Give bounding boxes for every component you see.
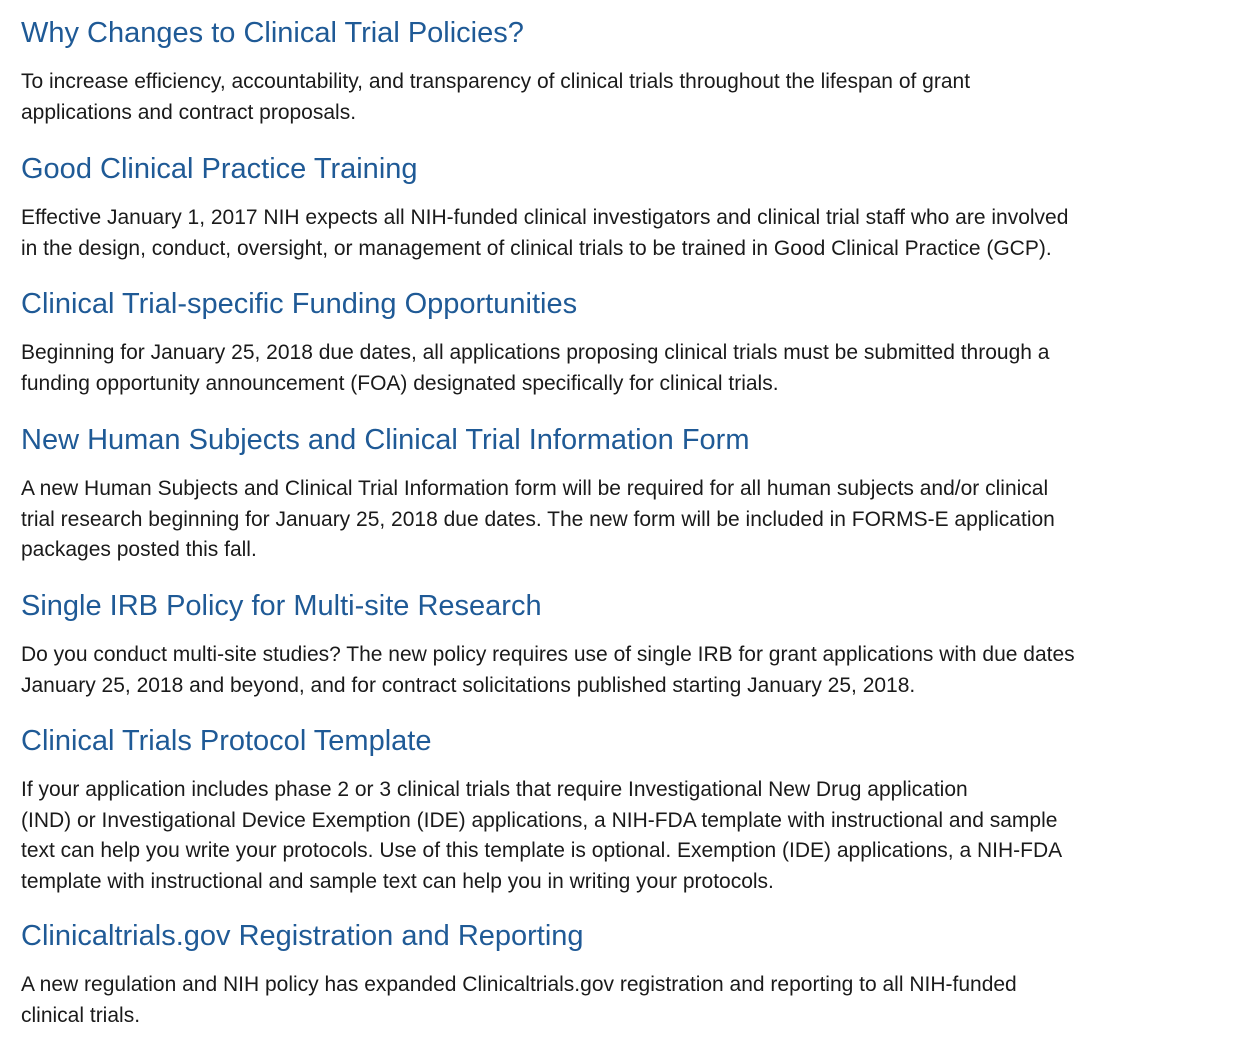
section-funding-opportunities	[21, 286, 1221, 399]
section-body: To increase efficiency, accountability, and transparency of clinical trials throughout the lifespan of grant applications and contract proposals.	[21, 70, 971, 124]
section-heading: Clinical Trial-specific Funding Opportunities	[21, 288, 578, 320]
section-single-irb	[21, 588, 1221, 701]
section-why-changes	[21, 15, 1221, 128]
section-protocol-template	[21, 723, 1221, 897]
section-body: Effective January 1, 2017 NIH expects all NIH-funded clinical investigators and clinical trial staff who are involved in the design, conduct, oversight, or management of clinical trials to be trained in Good Clinical Practice (GCP).	[21, 206, 1069, 260]
section-heading: Clinicaltrials.gov Registration and Reporting	[21, 920, 584, 952]
section-heading: New Human Subjects and Clinical Trial Information Form	[21, 424, 750, 456]
section-body: Beginning for January 25, 2018 due dates, all applications proposing clinical trials must be submitted through a funding opportunity announcement (FOA) designated specifically for clinical trials.	[21, 341, 1050, 395]
section-body: A new regulation and NIH policy has expanded Clinicaltrials.gov registration and reporting to all NIH-funded clinical trials.	[21, 973, 1017, 1027]
section-heading: Why Changes to Clinical Trial Policies?	[21, 17, 524, 49]
section-body: Do you conduct multi-site studies? The new policy requires use of single IRB for grant applications with due dates January 25, 2018 and beyond, and for contract solicitations published starting January 25, 2018.	[21, 643, 1075, 697]
section-human-subjects-form	[21, 422, 1221, 566]
section-heading: Good Clinical Practice Training	[21, 153, 418, 185]
section-heading: Single IRB Policy for Multi-site Research	[21, 590, 542, 622]
section-clinicaltrials-registration	[21, 918, 1221, 1031]
section-gcp-training	[21, 151, 1221, 264]
section-body: If your application includes phase 2 or 3 clinical trials that require Investigational New Drug application (IND) or Investigational Device Exemption (IDE) applications, a NIH-FDA template with instructional and sample text can help you write your protocols. Use of this template is optional. Exemption (IDE) applications, a NIH-FDA template with instructional and sample text can help you in writing your protocols.	[21, 778, 1063, 893]
section-heading: Clinical Trials Protocol Template	[21, 725, 432, 757]
section-body: A new Human Subjects and Clinical Trial Information form will be required for all human subjects and/or clinical trial research beginning for January 25, 2018 due dates. The new form will be included in FORMS-E application packages posted this fall.	[21, 477, 1055, 561]
